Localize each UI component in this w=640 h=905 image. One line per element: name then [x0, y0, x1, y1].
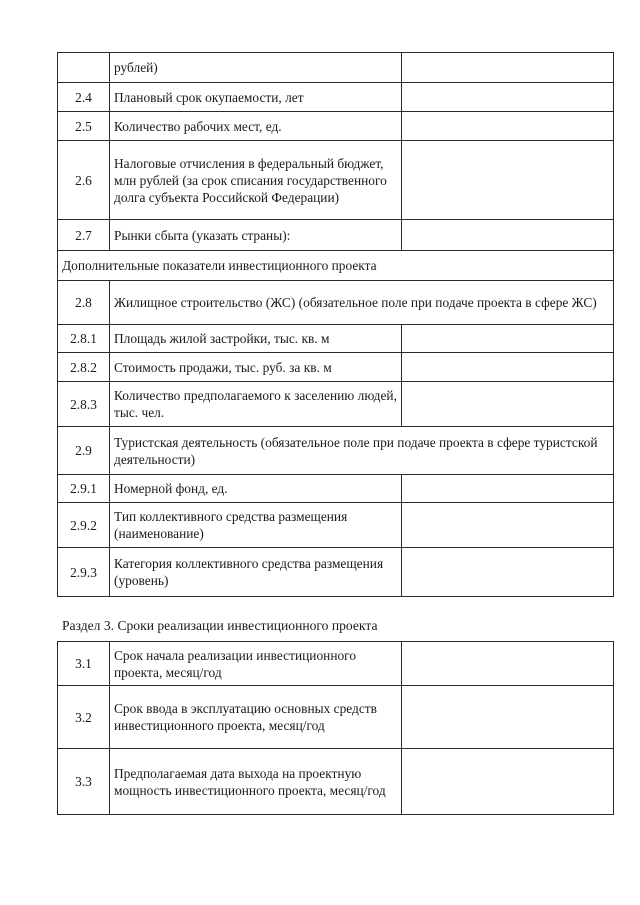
row-value-cell[interactable]: [402, 503, 614, 548]
row-value-cell[interactable]: [402, 83, 614, 112]
row-label: Плановый срок окупаемости, лет: [110, 83, 402, 112]
row-number: 2.9.2: [58, 503, 110, 548]
row-number: 3.2: [58, 686, 110, 749]
row-label: Жилищное строительство (ЖС) (обязательное поле при подаче проекта в сфере ЖС): [110, 281, 614, 325]
table-row: [58, 548, 614, 597]
row-label: Количество предполагаемого к заселению людей, тыс. чел.: [110, 382, 402, 427]
table-row: [58, 503, 614, 548]
row-number: 2.8: [58, 281, 110, 325]
table-row: [58, 427, 614, 475]
section-row: [58, 251, 614, 281]
row-label: Номерной фонд, ед.: [110, 475, 402, 503]
row-number: 2.7: [58, 220, 110, 251]
row-label: Налоговые отчисления в федеральный бюджет, млн рублей (за срок списания государственного долга субъекта Российской Федерации): [110, 141, 402, 220]
row-label: Тип коллективного средства размещения (наименование): [110, 503, 402, 548]
row-number: 2.5: [58, 112, 110, 141]
row-label: Рынки сбыта (указать страны):: [110, 220, 402, 251]
row-number: 2.9: [58, 427, 110, 475]
table-row: [58, 220, 614, 251]
timeline-table: [57, 641, 614, 815]
row-value-cell[interactable]: [402, 112, 614, 141]
table-row: [58, 686, 614, 749]
row-number: 2.8.2: [58, 353, 110, 382]
row-number: 3.1: [58, 642, 110, 686]
row-label: Стоимость продажи, тыс. руб. за кв. м: [110, 353, 402, 382]
row-label: Туристская деятельность (обязательное поле при подаче проекта в сфере туристской деятельности): [110, 427, 614, 475]
table-row: [58, 475, 614, 503]
row-label: Срок ввода в эксплуатацию основных средств инвестиционного проекта, месяц/год: [110, 686, 402, 749]
row-value-cell[interactable]: [402, 220, 614, 251]
row-number: [58, 53, 110, 83]
table-row: [58, 53, 614, 83]
row-number: 2.8.1: [58, 325, 110, 353]
row-value-cell[interactable]: [402, 475, 614, 503]
row-value-cell[interactable]: [402, 353, 614, 382]
section-heading: Раздел 3. Сроки реализации инвестиционного проекта: [62, 618, 378, 633]
row-number: 2.4: [58, 83, 110, 112]
row-number: 2.9.3: [58, 548, 110, 597]
row-label: Предполагаемая дата выхода на проектную мощность инвестиционного проекта, месяц/год: [110, 749, 402, 815]
row-value-cell[interactable]: [402, 141, 614, 220]
row-value-cell[interactable]: [402, 382, 614, 427]
row-number: 2.8.3: [58, 382, 110, 427]
table-row: [58, 353, 614, 382]
row-label: Категория коллективного средства размещения (уровень): [110, 548, 402, 597]
table-row: [58, 642, 614, 686]
row-value-cell[interactable]: [402, 325, 614, 353]
table-row: [58, 382, 614, 427]
table-row: [58, 83, 614, 112]
row-value-cell[interactable]: [402, 749, 614, 815]
row-value-cell[interactable]: [402, 548, 614, 597]
row-label: Площадь жилой застройки, тыс. кв. м: [110, 325, 402, 353]
row-number: 2.9.1: [58, 475, 110, 503]
row-value-cell[interactable]: [402, 686, 614, 749]
row-label: Количество рабочих мест, ед.: [110, 112, 402, 141]
indicators-table: [57, 52, 614, 597]
table-row: [58, 112, 614, 141]
table-row: [58, 325, 614, 353]
row-number: 3.3: [58, 749, 110, 815]
row-value-cell[interactable]: [402, 53, 614, 83]
row-value-cell[interactable]: [402, 642, 614, 686]
table-row: [58, 281, 614, 325]
section-label: Дополнительные показатели инвестиционного проекта: [58, 251, 614, 281]
table-row: [58, 141, 614, 220]
row-number: 2.6: [58, 141, 110, 220]
row-label: рублей): [110, 53, 402, 83]
row-label: Срок начала реализации инвестиционного проекта, месяц/год: [110, 642, 402, 686]
table-row: [58, 749, 614, 815]
